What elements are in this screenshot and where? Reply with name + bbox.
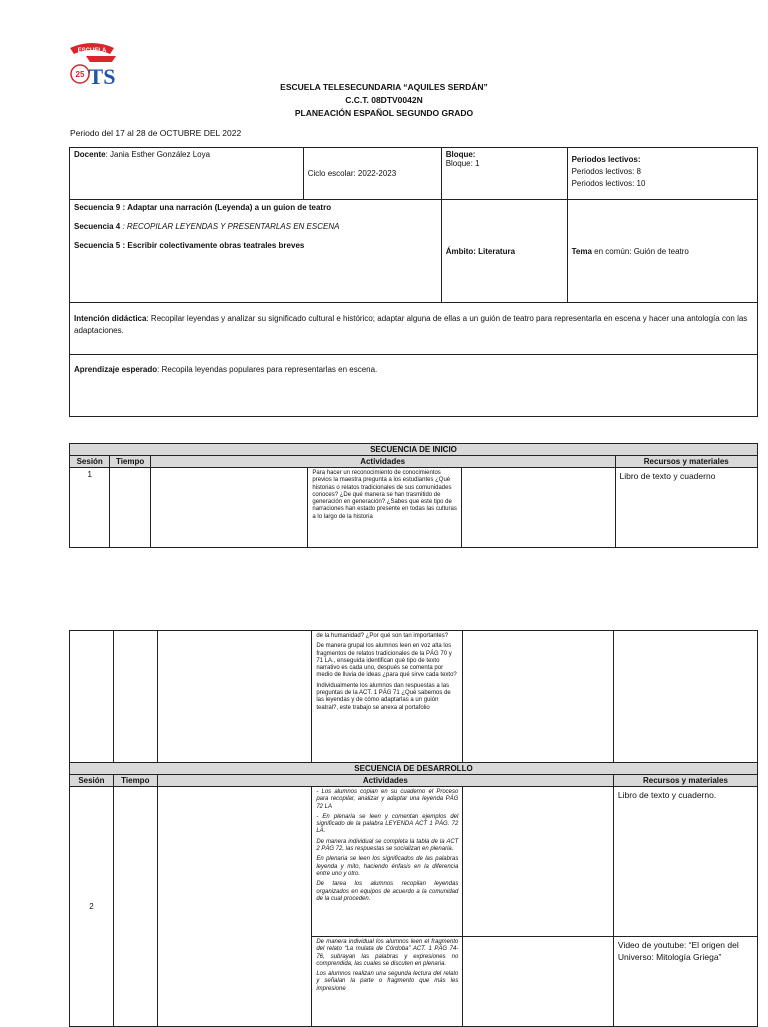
tema-cell: Tema en común: Guión de teatro [567,200,757,303]
blank-cell [613,631,757,763]
col-recursos: Recursos y materiales [613,775,757,787]
ambito-cell: Ámbito: Literatura [441,200,567,303]
blank-cell [463,631,614,763]
svg-text:ESCUELA: ESCUELA [77,48,107,54]
docente-cell: Docente: Jania Esther González Loya [70,148,304,200]
info-table [69,147,758,417]
intencion-cell: Intención didáctica: Recopilar leyendas y analizar su significado cultural e histórico; adaptar alguna de ellas a un guión de teatro para representarla en escena y hacer una antología con las adaptaciones. [70,303,758,355]
ciclo-cell: Ciclo escolar: 2022-2023 [303,148,441,200]
blank-cell [150,468,308,548]
recursos-cell: Libro de texto y cuaderno. [613,787,757,937]
tiempo-cell [113,787,157,1027]
inicio-table [69,443,758,548]
secuencias-cell: Secuencia 9 : Adaptar una narración (Leyenda) a un guion de teatro Secuencia 4 : RECOPILAR LEYENDAS Y PRESENTARLAS EN ESCENA Secuencia 5 : Escribir colectivamente obras teatrales breves [70,200,442,303]
blank-cell [463,937,614,1027]
col-actividades: Actividades [157,775,613,787]
blank-cell [113,631,157,763]
sesion-cell: 2 [70,787,114,1027]
desarrollo-actividades-cell: - Los alumnos copian en su cuaderno el Proceso para recopilar, analizar y adaptar una leyenda PÁG 72 LA - En plenaria se leen y comentan ejemplos del significado de la palabra LEYENDA ACT 1 PÁG. 72 LA. De manera individual se completa la tabla de la ACT 2 PÁG 72, las respuestas se socializan en plenaria. En plenaria se leen los significados de las palabras leyenda y mito, haciendo énfasis en la diferencia entre uno y otro. De tarea los alumnos recopilan leyendas organizados en equipos de acuerdo a la comunidad de la cual proceden. [312,787,463,937]
bloque-cell: Bloque: Bloque: 1 [441,148,567,200]
cct: C.C.T. 08DTV0042N [345,95,423,105]
aprendizaje-cell: Aprendizaje esperado: Recopila leyendas populares para representarlas en escena. [70,355,758,417]
col-tiempo: Tiempo [113,775,157,787]
plan-title: PLANEACIÓN ESPAÑOL SEGUNDO GRADO [294,108,474,118]
recursos-cell: Libro de texto y cuaderno [615,468,758,548]
col-sesion: Sesión [70,456,110,468]
periodo: Periodo del 17 al 28 de OCTUBRE DEL 2022 [70,128,242,138]
desarrollo-title: SECUENCIA DE DESARROLLO [70,763,758,775]
actividad-cell: Para hacer un reconocimiento de conocimientos previos la maestra pregunta a los estudiantes ¿Qué historias o relatos tradicionales de sus comunidades conoces? ¿De qué manera se han trasmitido de generación en generación? ¿Sabes que este tipo de narraciones han estado presente en todas las culturas a lo largo de la historia [308,468,462,548]
periodos-cell: Periodos lectivos: Periodos lectivos: 8 Periodos lectivos: 10 [567,148,757,200]
col-sesion: Sesión [70,775,114,787]
blank-cell [157,787,312,1027]
blank-cell [463,787,614,937]
recursos-cell-2: Video de youtube: “El origen del Universo: Mitología Griega” [613,937,757,1027]
desarrollo-table [69,630,758,1027]
continuacion-cell: de la humanidad? ¿Por qué son tan importantes? De manera grupal los alumnos leen en voz alta los fragmentos de relatos tradicionales de la PÁG 70 y 71 LA., enseguida identifican qué tipo de texto narrativo es cada uno, después se comenta por medio de lluvia de ideas ¿para qué sirve cada texto? Individualmente los alumnos dan respuestas a las preguntas de la ACT. 1 PÁG 71 ¿Qué sabemos de las leyendas y de cómo adaptarlas a un guión teatral?, este trabajo se anexa al portafolio [312,631,463,763]
blank-cell [461,468,615,548]
school-name: ESCUELA TELESECUNDARIA “AQUILES SERDÁN” [280,82,488,92]
col-actividades: Actividades [150,456,615,468]
col-tiempo: Tiempo [110,456,150,468]
desarrollo-actividades-cell-2: De manera individual los alumnos leen el fragmento del relato “La mulata de Córdoba” ACT. 1 PÁG 74-76, subrayan las palabras y expresiones no comprendida, las cuales se discuten en plenaria. Los alumnos realizan una segunda lectura del relato y señalan la parte o fragmento que más les impresione [312,937,463,1027]
sesion-cell: 1 [70,468,110,548]
blank-cell [70,631,114,763]
svg-text:TS: TS [88,64,116,89]
svg-text:25: 25 [75,70,85,79]
blank-cell [157,631,312,763]
inicio-title: SECUENCIA DE INICIO [70,444,758,456]
tiempo-cell [110,468,150,548]
col-recursos: Recursos y materiales [615,456,758,468]
